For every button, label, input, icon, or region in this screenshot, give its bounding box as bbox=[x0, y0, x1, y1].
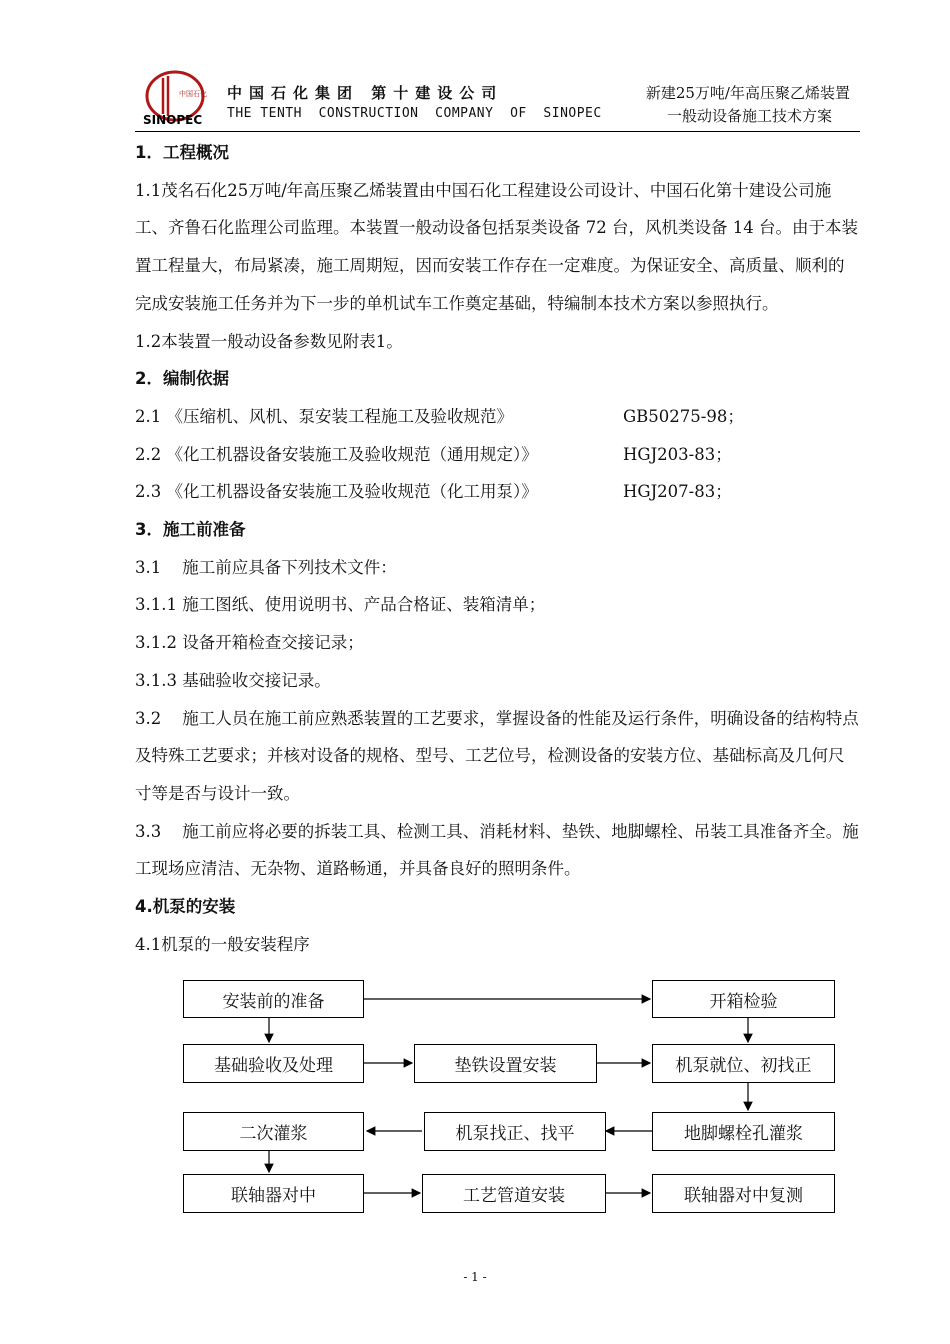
company-name-cn: 中国石化集团 第十建设公司 bbox=[227, 84, 504, 102]
paragraph-3-1-1: 3.1.1 施工图纸、使用说明书、产品合格证、装箱清单； bbox=[135, 595, 546, 615]
flow-step-anchor: 地脚螺栓孔灌浆 bbox=[652, 1112, 835, 1151]
flow-step-align: 机泵找正、找平 bbox=[424, 1112, 606, 1151]
section-1-heading: 1．工程概况 bbox=[135, 143, 229, 162]
flow-step-grout2: 二次灌浆 bbox=[183, 1112, 364, 1151]
paragraph-3-1: 3.1 施工前应具备下列技术文件： bbox=[135, 557, 397, 577]
reference-title: 2.3 《化工机器设备安装施工及验收规范（化工用泵）》 bbox=[135, 482, 538, 502]
flow-step-piping: 工艺管道安装 bbox=[422, 1174, 606, 1213]
paragraph-1-1: 1.1茂名石化25万吨/年高压聚乙烯装置由中国石化工程建设公司设计、中国石化第十建设公司施工、齐鲁石化监理公司监理。本装置一般动设备包括泵类设备 72 台，风机类设备 14 台。由于本装置工程量大，布局紧凑，施工周期短，因而安装工作存在一定难度。为保证安全、高质量、顺利的完成安装施工任务并为下一步的单机试车工作奠定基础，特编制本技术方案以参照执行。 bbox=[135, 180, 858, 313]
reference-title: 2.2 《化工机器设备安装施工及验收规范（通用规定）》 bbox=[135, 444, 538, 464]
reference-title: 2.1 《压缩机、风机、泵安装工程施工及验收规范》 bbox=[135, 406, 513, 426]
flow-step-unpack: 开箱检验 bbox=[652, 980, 835, 1018]
paragraph-4-1: 4.1机泵的一般安装程序 bbox=[135, 934, 310, 954]
flow-step-prep: 安装前的准备 bbox=[183, 980, 364, 1018]
paragraph-3-3: 3.3 施工前应将必要的拆装工具、检测工具、消耗材料、垫铁、地脚螺栓、吊装工具准备齐全。施工现场应清洁、无杂物、道路畅通，并具备良好的照明条件。 bbox=[135, 821, 859, 879]
paragraph-3-1-2: 3.1.2 设备开箱检查交接记录； bbox=[135, 633, 364, 653]
svg-text:SINOPEC: SINOPEC bbox=[143, 113, 203, 126]
reference-code: HGJ207-83； bbox=[623, 482, 732, 502]
company-name-en: THE TENTH CONSTRUCTION COMPANY OF SINOPEC bbox=[227, 106, 602, 121]
section-2-heading: 2．编制依据 bbox=[135, 369, 229, 389]
flow-step-position: 机泵就位、初找正 bbox=[652, 1044, 835, 1083]
reference-code: GB50275-98； bbox=[623, 406, 744, 426]
flow-step-recheck: 联轴器对中复测 bbox=[652, 1174, 835, 1213]
flow-step-shim: 垫铁设置安装 bbox=[414, 1044, 597, 1083]
paragraph-3-2: 3.2 施工人员在施工前应熟悉装置的工艺要求，掌握设备的性能及运行条件，明确设备的结构特点及特殊工艺要求；并核对设备的规格、型号、工艺位号，检测设备的安装方位、基础标高及几何尺寸等是否与设计一致。 bbox=[135, 708, 859, 803]
svg-text:中国石化: 中国石化 bbox=[179, 90, 207, 98]
reference-code: HGJ203-83； bbox=[623, 444, 732, 464]
page-number: - 1 - bbox=[463, 1270, 487, 1284]
flow-step-coupling: 联轴器对中 bbox=[183, 1174, 364, 1213]
paragraph-1-2: 1.2本装置一般动设备参数见附表1。 bbox=[135, 331, 403, 351]
section-3-heading: 3．施工前准备 bbox=[135, 520, 246, 540]
document-title: 一般动设备施工技术方案 bbox=[666, 107, 832, 125]
paragraph-3-1-3: 3.1.3 基础验收交接记录。 bbox=[135, 670, 331, 690]
section-4-heading: 4.机泵的安装 bbox=[135, 897, 236, 917]
project-name: 新建25万吨/年高压聚乙烯装置 bbox=[645, 84, 850, 102]
flow-step-foundation: 基础验收及处理 bbox=[183, 1044, 364, 1083]
